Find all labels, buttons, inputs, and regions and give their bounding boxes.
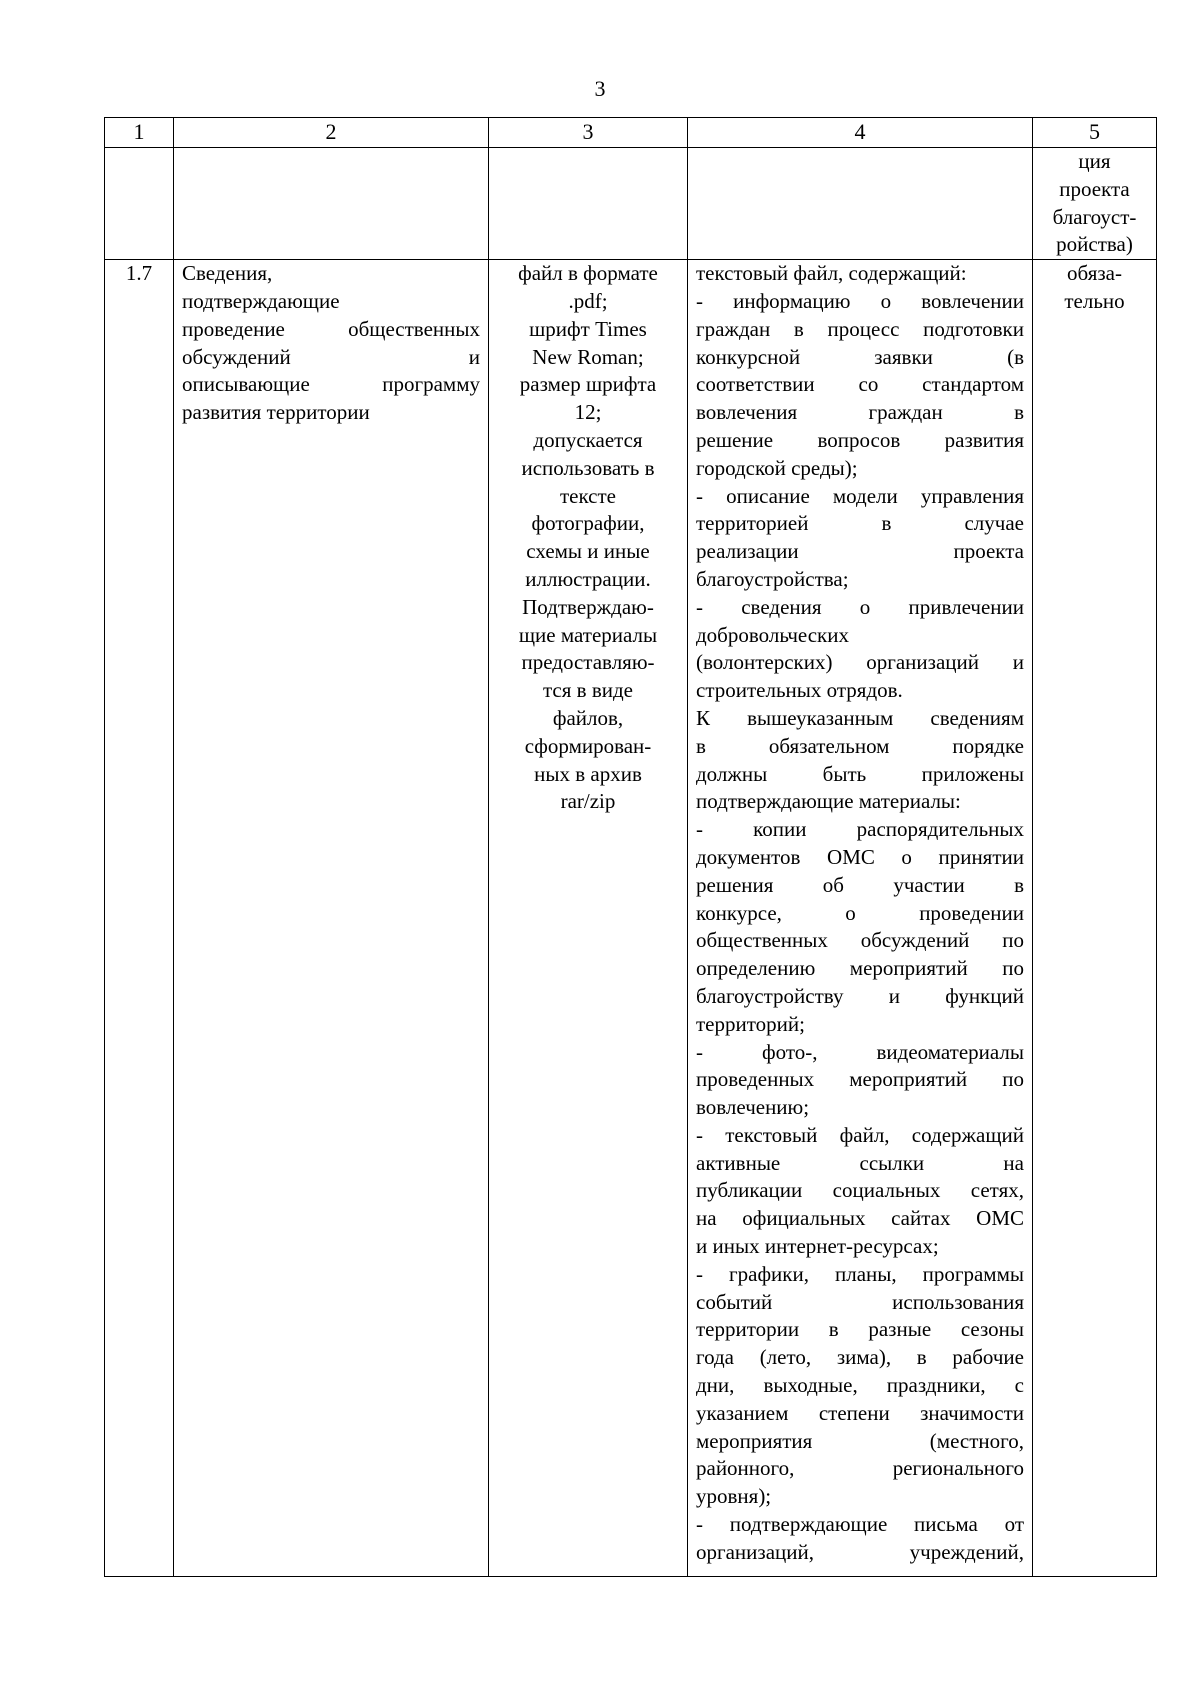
row-content-line: добровольческих (696, 622, 849, 647)
header-cell-1: 1 (105, 118, 174, 148)
row-format-line: фотографии, (531, 511, 645, 536)
row-content-line: граждан в процесс подготовки (696, 316, 1024, 341)
row-name-cell (174, 260, 489, 1577)
row-content-line: документов ОМС о принятии (696, 844, 1024, 869)
row-format-text (497, 260, 679, 816)
row-format-line: ных в архив (534, 761, 642, 786)
row-format-cell (489, 260, 688, 1577)
continuation-cell-1 (105, 148, 174, 260)
row-content-line: года (лето, зима), в рабочие (696, 1345, 1024, 1370)
header-cell-5: 5 (1033, 118, 1157, 148)
row-content-line: общественных обсуждений по (696, 928, 1024, 953)
row-content-line: строительных отрядов. (696, 678, 903, 703)
row-format-line: тся в виде (543, 678, 633, 703)
row-name-line: обсуждений и (182, 344, 480, 369)
row-requirement-line: тельно (1064, 288, 1125, 313)
row-content-line: - описание модели управления (696, 483, 1024, 508)
continuation-row (105, 148, 1157, 260)
row-content-line: - текстовый файл, содержащий (696, 1122, 1024, 1147)
continuation-cell-5-text (1041, 148, 1148, 259)
header-cell-3: 3 (489, 118, 688, 148)
row-name-line: Сведения, (182, 261, 273, 286)
row-name-line: проведение общественных (182, 316, 480, 341)
continuation-text-line: ция (1078, 149, 1111, 173)
row-content-line: и иных интернет-ресурсах; (696, 1234, 939, 1259)
continuation-text-line: благоуст- (1052, 204, 1137, 229)
table-header-row (105, 118, 1157, 148)
row-content-line: вовлечению; (696, 1095, 810, 1120)
row-number-cell (105, 260, 174, 1577)
row-content-line: городской среды); (696, 455, 858, 480)
page-number: 3 (594, 76, 606, 101)
row-format-line: rar/zip (560, 789, 616, 814)
row-content-line: на официальных сайтах ОМС (696, 1206, 1024, 1231)
row-format-line: шрифт Times (529, 316, 647, 341)
continuation-cell-4 (688, 148, 1033, 260)
row-name-text (182, 260, 480, 427)
continuation-text-line: ройства) (1056, 232, 1133, 257)
row-content-line: событий использования (696, 1289, 1024, 1314)
row-format-line: размер шрифта (519, 372, 657, 397)
row-content-line: благоустройству и функций (696, 983, 1024, 1008)
row-content-line: (волонтерских) организаций и (696, 650, 1024, 675)
row-content-line: должны быть приложены (696, 761, 1024, 786)
row-format-line: иллюстрации. (525, 566, 651, 591)
row-content-line: территории в разные сезоны (696, 1317, 1024, 1342)
row-format-line: предоставляю- (521, 650, 655, 675)
row-content-line: мероприятия (местного, (696, 1428, 1024, 1453)
continuation-cell-3 (489, 148, 688, 260)
row-format-line: .pdf; (568, 288, 608, 313)
row-content-line: указанием степени значимости (696, 1400, 1024, 1425)
row-format-line: сформирован- (524, 733, 652, 758)
row-number: 1.7 (125, 261, 153, 286)
row-content-line: конкурсной заявки (в (696, 344, 1024, 369)
row-content-line: публикации социальных сетях, (696, 1178, 1024, 1203)
row-content-line: уровня); (696, 1484, 772, 1509)
row-content-line: - графики, планы, программы (696, 1261, 1024, 1286)
row-content-line: соответствии со стандартом (696, 372, 1024, 397)
row-content-cell (688, 260, 1033, 1577)
row-content-line: территорией в случае (696, 511, 1024, 536)
row-content-line: проведенных мероприятий по (696, 1067, 1024, 1092)
row-requirement-cell (1033, 260, 1157, 1577)
row-format-line: 12; (574, 400, 602, 425)
row-format-line: файлов, (552, 705, 624, 730)
row-format-line: использовать в (521, 455, 655, 480)
row-format-line: Подтверждаю- (522, 594, 654, 619)
row-content-line: дни, выходные, праздники, с (696, 1373, 1024, 1398)
row-content-line: в обязательном порядке (696, 733, 1024, 758)
row-format-line: файл в формате (518, 261, 658, 286)
row-content-line: конкурсе, о проведении (696, 900, 1024, 925)
row-requirement-text (1041, 260, 1148, 316)
row-format-line: схемы и иные (526, 539, 650, 564)
row-name-line: развития территории (182, 400, 370, 425)
row-content-line: решения об участии в (696, 872, 1024, 897)
row-name-line: подтверждающие (182, 288, 340, 313)
row-format-line: тексте (560, 483, 616, 508)
row-content-line: - подтверждающие письма от (696, 1512, 1024, 1537)
row-content-line: вовлечения граждан в (696, 400, 1024, 425)
row-content-line: организаций, учреждений, (696, 1539, 1024, 1564)
row-content-line: К вышеуказанным сведениям (696, 705, 1024, 730)
row-format-line: New Roman; (532, 344, 644, 369)
row-content-line: районного, регионального (696, 1456, 1024, 1481)
row-content-line: - фото-, видеоматериалы (696, 1039, 1024, 1064)
row-content-line: определению мероприятий по (696, 956, 1024, 981)
row-content-line: территорий; (696, 1011, 805, 1036)
row-content-text (696, 260, 1024, 1566)
row-requirement-line: обяза- (1067, 261, 1122, 286)
row-name-line: описывающие программу (182, 372, 480, 397)
continuation-cell-2 (174, 148, 489, 260)
row-content-line: решение вопросов развития (696, 427, 1024, 452)
row-content-line: благоустройства; (696, 566, 849, 591)
row-content-line: - копии распорядительных (696, 817, 1024, 842)
header-cell-4: 4 (688, 118, 1033, 148)
row-content-line: текстовый файл, содержащий: (696, 261, 967, 286)
row-content-line: реализации проекта (696, 539, 1024, 564)
requirements-table (104, 117, 1157, 1577)
table-row-1-7 (105, 260, 1157, 1577)
row-content-line: - сведения о привлечении (696, 594, 1024, 619)
row-content-line: подтверждающие материалы: (696, 789, 961, 814)
continuation-cell-5 (1033, 148, 1157, 260)
header-cell-2: 2 (174, 118, 489, 148)
continuation-text-line: проекта (1059, 176, 1130, 201)
row-format-line: допускается (533, 427, 643, 452)
row-content-line: - информацию о вовлечении (696, 288, 1024, 313)
row-format-line: щие материалы (518, 622, 658, 647)
row-content-line: активные ссылки на (696, 1150, 1024, 1175)
